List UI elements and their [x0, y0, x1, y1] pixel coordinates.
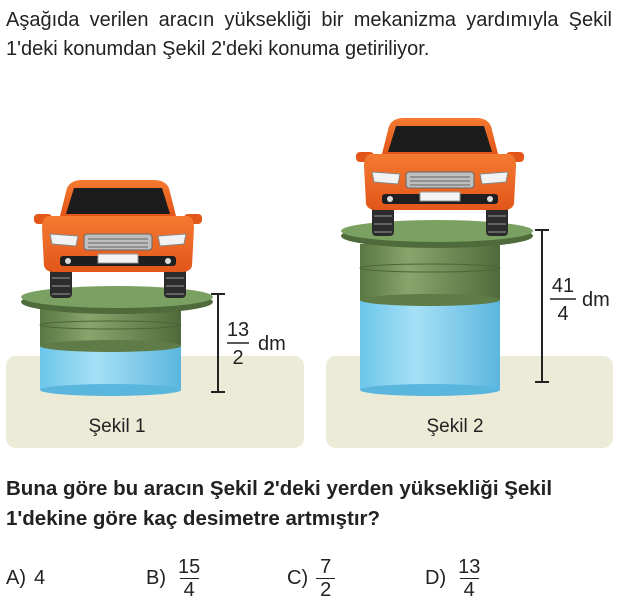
option-b-denominator: 4: [180, 578, 199, 601]
option-d[interactable]: [425, 548, 484, 608]
height-2-numerator: 41: [551, 275, 575, 297]
option-d-fraction: [454, 556, 484, 601]
option-a-label: A): [6, 566, 26, 589]
option-b-label: B): [146, 566, 166, 589]
option-b-fraction: [174, 556, 204, 601]
option-a[interactable]: [6, 548, 45, 608]
option-c[interactable]: [287, 548, 335, 608]
height-1-unit: dm: [258, 333, 286, 355]
intro-text: Aşağıda verilen aracın yüksekliği bir mekanizma yardımıyla Şekil 1'deki konumdan Şekil 2'deki konuma getiriliyor.: [6, 9, 612, 60]
option-c-label: C): [287, 566, 309, 589]
option-b[interactable]: [146, 548, 204, 608]
figure-1: [6, 180, 304, 448]
option-d-label: D): [425, 566, 447, 589]
figure-2-caption: Şekil 2: [426, 416, 484, 437]
height-2-unit: dm: [582, 289, 610, 311]
car-icon-2: [356, 118, 524, 236]
figure-1-caption: Şekil 1: [88, 416, 146, 437]
option-c-fraction: [316, 556, 335, 601]
option-b-numerator: 15: [178, 555, 201, 578]
car-icon: [34, 180, 202, 298]
figure-2: [326, 118, 613, 448]
option-d-denominator: 4: [460, 578, 479, 601]
question-text: Buna göre bu aracın Şekil 2'deki yerden yüksekliği Şekil 1'dekine göre kaç desimetre artmıştır?: [6, 477, 553, 530]
height-2-denominator: 4: [557, 303, 569, 325]
height-1-denominator: 2: [232, 347, 244, 369]
height-1-numerator: 13: [226, 319, 250, 341]
option-a-value: 4: [34, 566, 46, 589]
option-c-numerator: 7: [320, 555, 332, 578]
option-d-numerator: 13: [458, 555, 481, 578]
answer-options: [0, 548, 619, 608]
figure-area: [0, 110, 619, 460]
water-tank-2: [360, 295, 500, 390]
option-c-denominator: 2: [316, 578, 335, 601]
